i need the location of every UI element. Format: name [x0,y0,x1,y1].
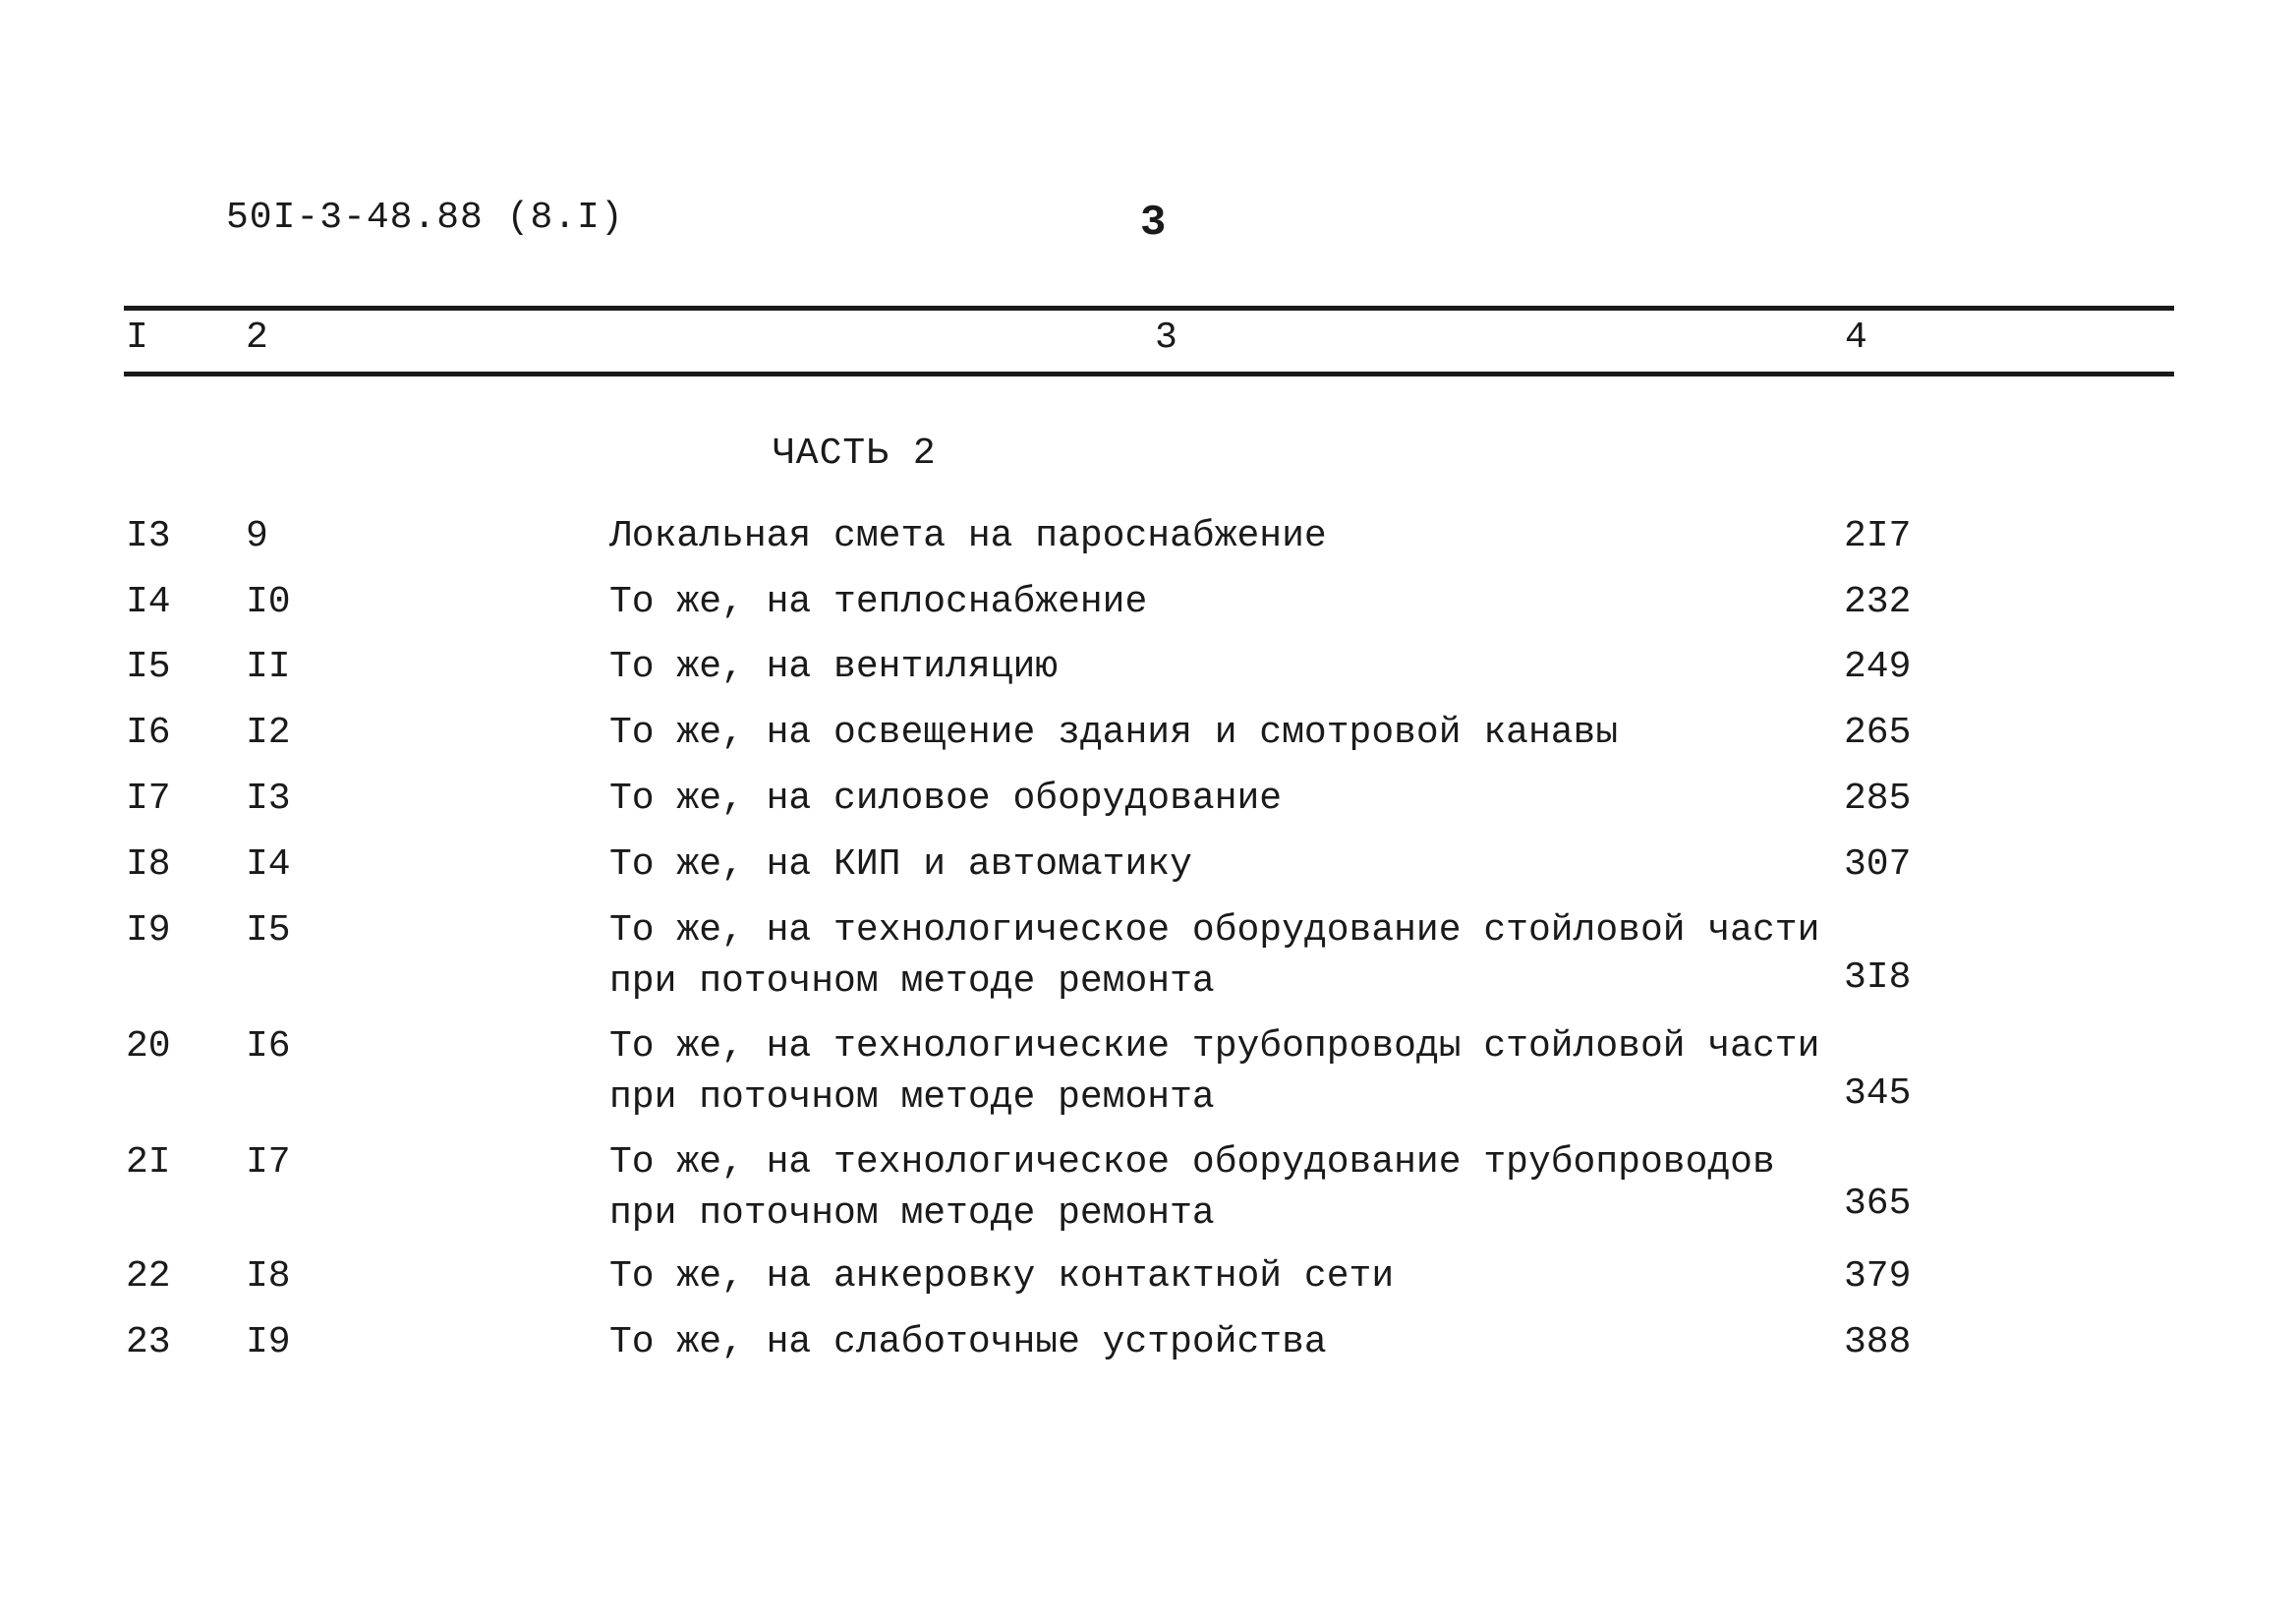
row-ref: I3 [246,778,291,820]
row-description-line-1: То же, на технологическое оборудование стойловой части [609,909,1820,952]
row-number: 2I [126,1141,171,1184]
row-page: 3I8 [1844,956,1912,999]
section-title: ЧАСТЬ 2 [773,433,937,475]
row-ref: I7 [246,1141,291,1184]
row-ref: I0 [246,581,291,623]
column-header-2: 2 [246,317,268,359]
row-page: 249 [1844,646,1912,688]
row-description-line-2: при поточном методе ремонта [609,1192,1215,1235]
column-header-3: 3 [1155,317,1177,359]
page-number: 3 [1140,199,1167,248]
row-number: 20 [126,1025,171,1068]
row-page: 232 [1844,581,1912,623]
row-description-line-2: при поточном методе ремонта [609,1076,1215,1119]
row-ref: I2 [246,712,291,754]
column-header-1: I [126,317,148,359]
row-number: I7 [126,778,171,820]
row-ref: I6 [246,1025,291,1068]
row-description: То же, на освещение здания и смотровой канавы [609,712,1619,754]
row-page: 345 [1844,1072,1912,1115]
row-page: 307 [1844,843,1912,886]
row-page: 2I7 [1844,515,1912,557]
row-number: I3 [126,515,171,557]
row-number: I4 [126,581,171,623]
row-description-line-1: То же, на технологическое оборудование трубопроводов [609,1141,1775,1184]
row-number: 23 [126,1321,171,1363]
document-code: 50I-3-48.88 (8.I) [226,197,624,239]
row-ref: I9 [246,1321,291,1363]
row-ref: 9 [246,515,268,557]
row-description-line-1: То же, на технологические трубопроводы стойловой части [609,1025,1820,1068]
row-number: I9 [126,909,171,952]
row-description: То же, на силовое оборудование [609,778,1283,820]
row-number: I6 [126,712,171,754]
row-description: Локальная смета на пароснабжение [609,515,1327,557]
row-description: То же, на слаботочные устройства [609,1321,1327,1363]
table-header-rule [124,372,2174,376]
row-ref: I4 [246,843,291,886]
row-description-line-2: при поточном методе ремонта [609,960,1215,1003]
table-top-rule [124,306,2174,311]
row-page: 365 [1844,1183,1912,1225]
row-ref: I8 [246,1255,291,1298]
row-page: 265 [1844,712,1912,754]
row-page: 285 [1844,778,1912,820]
column-header-4: 4 [1845,317,1867,359]
row-number: I5 [126,646,171,688]
row-number: 22 [126,1255,171,1298]
row-description: То же, на теплоснабжение [609,581,1148,623]
row-page: 379 [1844,1255,1912,1298]
row-description: То же, на вентиляцию [609,646,1059,688]
row-description: То же, на КИП и автоматику [609,843,1192,886]
row-description: То же, на анкеровку контактной сети [609,1255,1395,1298]
row-ref: I5 [246,909,291,952]
row-ref: II [246,646,291,688]
row-number: I8 [126,843,171,886]
row-page: 388 [1844,1321,1912,1363]
